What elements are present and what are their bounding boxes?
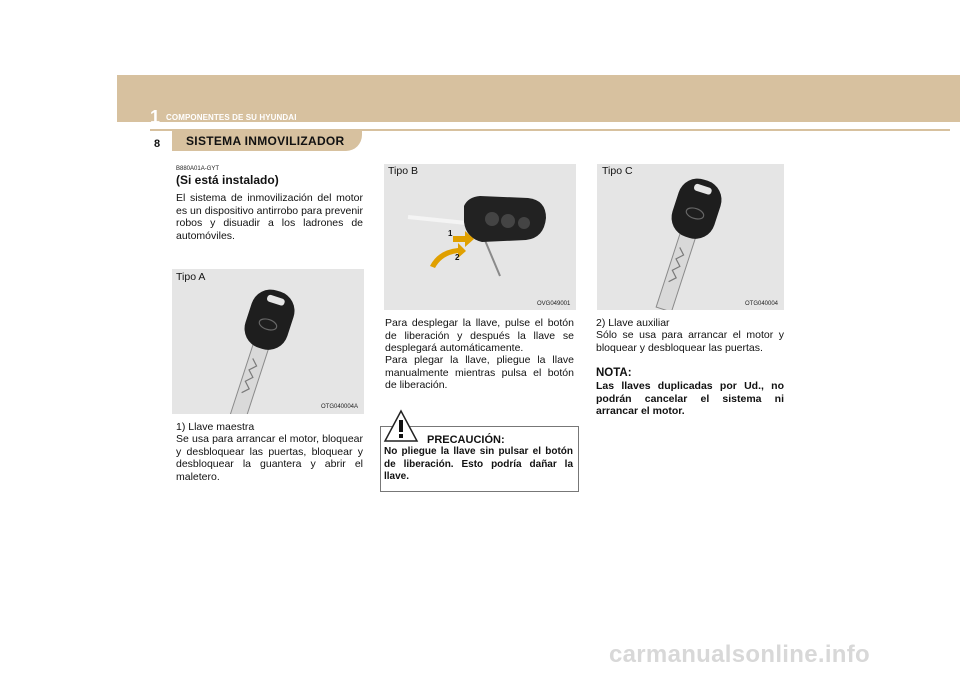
auxiliary-key-icon [597,164,784,310]
folding-key-icon [384,164,576,310]
figure-label-type-b: Tipo B [388,165,418,177]
unfold-paragraph: Para desplegar la llave, pulse el botón de liberación y después la llave se desplegará automáticamente. [385,317,574,354]
figure-label-type-c: Tipo C [602,165,633,177]
fold-arrow-icon [430,243,466,268]
chapter-number: 1 [150,107,161,127]
callout-1: 1 [448,229,453,238]
master-key-icon [172,269,364,414]
figure-key-type-c [597,164,784,310]
figure-label-type-a: Tipo A [176,271,206,283]
subtitle: (Si está instalado) [176,173,279,187]
fold-paragraph: Para plegar la llave, pliegue la llave manualmente mientras pulsa el botón de liberación. [385,354,574,391]
note-title: NOTA: [596,367,632,379]
callout-2: 2 [455,253,460,262]
warning-icon [383,409,419,445]
aux-key-text: Sólo se usa para arrancar el motor y bloquear y desbloquear las puertas. [596,329,784,354]
figure-code-type-a: OTG040004A [321,404,359,410]
figure-key-type-a [172,269,364,414]
figure-code-type-c: OTG040004 [745,301,779,307]
caution-text: No pliegue la llave sin pulsar el botón de liberación. Esto podría dañar la llave. [384,446,573,482]
note-text: Las llaves duplicadas por Ud., no podrán cancelar el sistema ni arrancar el motor. [596,380,784,417]
intro-paragraph: El sistema de inmovilización del motor es un dispositivo antirrobo para prevenir robos y disuadir a los ladrones de automóviles. [176,192,363,242]
master-key-text: Se usa para arrancar el motor, bloquear y desbloquear las puertas, bloquear y desbloquear la guantera y abrir el maletero. [176,433,363,483]
aux-key-title: 2) Llave auxiliar [596,317,670,329]
section-code: B880A01A-GYT [176,166,220,172]
caution-title: PRECAUCIÓN: [427,434,505,446]
master-key-title: 1) Llave maestra [176,421,255,433]
footer-watermark: carmanualsonline.info [609,641,871,668]
chapter-title: COMPONENTES DE SU HYUNDAI [166,113,297,122]
figure-code-type-b: OVG049001 [537,301,571,307]
page-number: 8 [154,138,161,150]
section-title: SISTEMA INMOVILIZADOR [186,134,345,148]
figure-key-type-b [384,164,576,310]
